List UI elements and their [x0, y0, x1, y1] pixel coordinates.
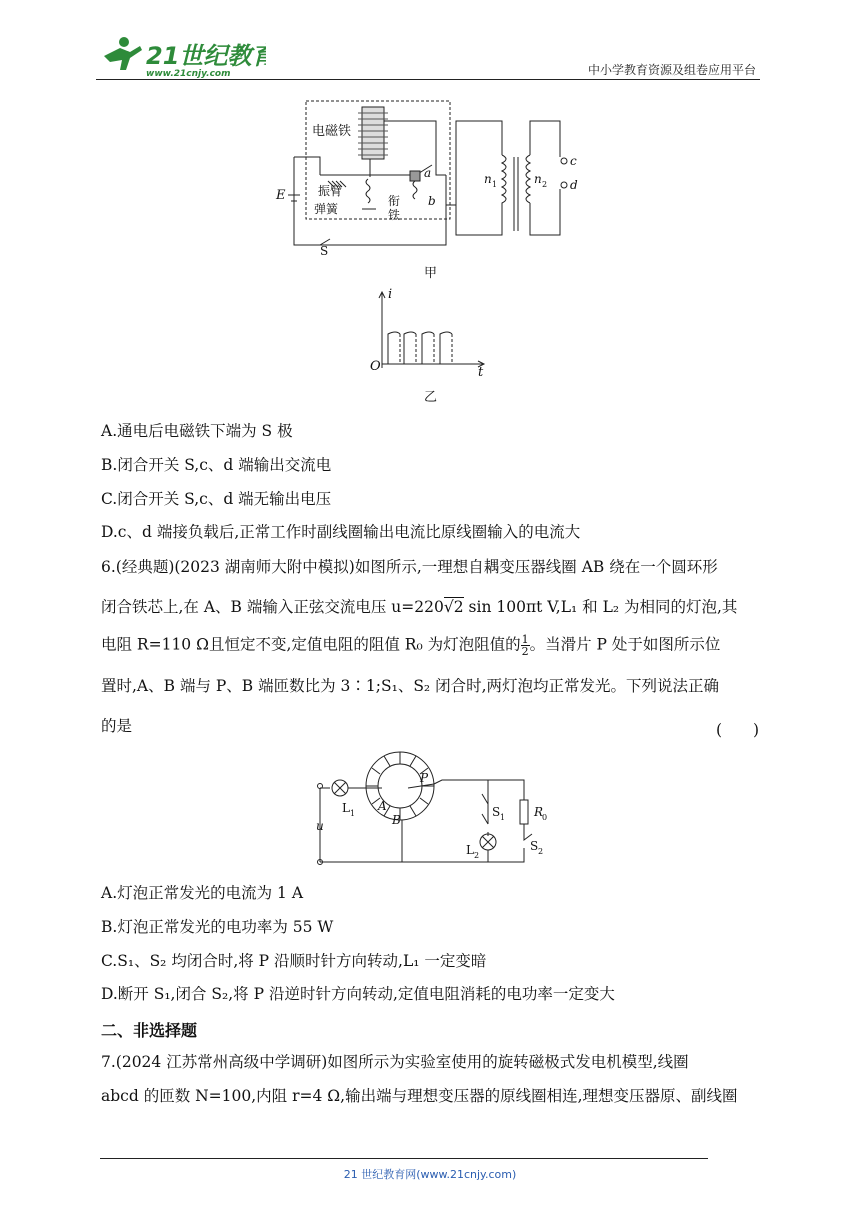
- label-i: i: [388, 287, 393, 302]
- logo-url: www.21cnjy.com: [146, 69, 231, 78]
- label-t: t: [478, 365, 484, 378]
- label-u: u: [316, 819, 324, 833]
- label-n1: n: [484, 172, 492, 186]
- label-spring: 弹簧: [314, 202, 339, 216]
- q6-frac-den: 2: [521, 645, 529, 658]
- label-p-slider: P: [420, 771, 429, 785]
- label-armature-2: 铁: [388, 208, 401, 222]
- site-logo: [96, 34, 266, 78]
- q6-line-2: 闭合铁芯上,在 A、B 端输入正弦交流电压 u=220√2 sin 100πt V,L₁ 和 L₂ 为相同的灯泡,其: [101, 598, 738, 616]
- caption-jia: 甲: [424, 266, 438, 281]
- q6-line-2-b: sin 100πt V,L₁ 和 L₂ 为相同的灯泡,其: [463, 598, 738, 616]
- section-title: 二、非选择题: [101, 1021, 198, 1040]
- q6-line-4: 置时,A、B 端与 P、B 端匝数比为 3∶1;S₁、S₂ 闭合时,两灯泡均正常发光。下列说法正确: [101, 677, 720, 695]
- q5-option-a: A.通电后电磁铁下端为 S 极: [101, 422, 293, 440]
- label-s2-sub: 2: [538, 847, 544, 856]
- q6-line-3-a: 电阻 R=110 Ω且恒定不变,定值电阻的阻值 R₀ 为灯泡阻值的: [101, 635, 521, 654]
- logo-text: 21世纪教育: [146, 42, 266, 70]
- q6-line-3-b: 。当滑片 P 处于如图所示位: [529, 635, 721, 654]
- caption-yi: 乙: [424, 390, 438, 405]
- q7-line-1: 7.(2024 江苏常州高级中学调研)如图所示为实验室使用的旋转磁极式发电机模型,线圈: [101, 1053, 689, 1071]
- label-n1-sub: 1: [492, 180, 498, 189]
- q6-fraction: [521, 634, 530, 657]
- label-r0-sub: 0: [542, 813, 548, 822]
- label-l2-sub: 2: [474, 851, 480, 860]
- figure-jia: [270, 95, 600, 255]
- label-n2-sub: 2: [542, 180, 548, 189]
- label-s1-sub: 1: [500, 813, 506, 822]
- footer-divider: [100, 1158, 708, 1159]
- label-s: S: [320, 244, 329, 255]
- header-divider: [96, 79, 760, 80]
- q6-answer-bracket: ( ): [716, 721, 760, 739]
- q5-option-d: D.c、d 端接负载后,正常工作时副线圈输出电流比原线圈输入的电流大: [101, 523, 581, 541]
- q7-line-2: abcd 的匝数 N=100,内阻 r=4 Ω,输出端与理想变压器的原线圈相连,理想变压器原、副线圈: [101, 1087, 738, 1105]
- q6-sqrt-value: 2: [453, 598, 464, 616]
- label-b: b: [428, 194, 436, 208]
- label-c: c: [570, 154, 577, 168]
- label-a: a: [424, 166, 432, 180]
- header-platform-text: 中小学教育资源及组卷应用平台: [587, 63, 756, 77]
- figure-yi: [366, 286, 496, 378]
- q6-line-1: 6.(经典题)(2023 湖南师大附中模拟)如图所示,一理想自耦变压器线圈 AB 绕在一个圆环形: [101, 558, 718, 576]
- label-armature-1: 衔: [388, 194, 401, 208]
- label-a-terminal: A: [378, 799, 387, 813]
- label-l1-sub: 1: [350, 809, 356, 818]
- q6-option-c: C.S₁、S₂ 均闭合时,将 P 沿顺时针方向转动,L₁ 一定变暗: [101, 952, 487, 970]
- q5-option-c: C.闭合开关 S,c、d 端无输出电压: [101, 490, 332, 508]
- figure-circuit: [308, 744, 558, 870]
- label-s1: S: [492, 805, 501, 819]
- q6-line-2-a: 闭合铁芯上,在 A、B 端输入正弦交流电压 u=220: [101, 598, 444, 616]
- label-e: E: [276, 188, 286, 203]
- q6-line-5: 的是: [101, 717, 133, 735]
- footer-text[interactable]: 21 世纪教育网(www.21cnjy.com): [343, 1168, 517, 1181]
- label-arm: 振臂: [318, 184, 343, 198]
- label-d: d: [570, 178, 578, 192]
- q6-option-d: D.断开 S₁,闭合 S₂,将 P 沿逆时针方向转动,定值电阻消耗的电功率一定变大: [101, 985, 615, 1003]
- label-s2: S: [530, 839, 539, 853]
- label-l2: L: [466, 843, 474, 857]
- q6-option-b: B.灯泡正常发光的电功率为 55 W: [101, 918, 334, 936]
- q5-option-b: B.闭合开关 S,c、d 端输出交流电: [101, 456, 332, 474]
- label-o: O: [370, 359, 381, 374]
- q6-line-3: [101, 634, 720, 657]
- label-l1: L: [342, 801, 350, 815]
- label-n2: n: [534, 172, 542, 186]
- label-b-terminal: B: [392, 813, 401, 827]
- q6-option-a: A.灯泡正常发光的电流为 1 A: [101, 884, 304, 902]
- label-electromagnet: 电磁铁: [312, 124, 352, 139]
- q6-frac-num: 1: [521, 633, 529, 646]
- label-r0: R: [534, 805, 544, 819]
